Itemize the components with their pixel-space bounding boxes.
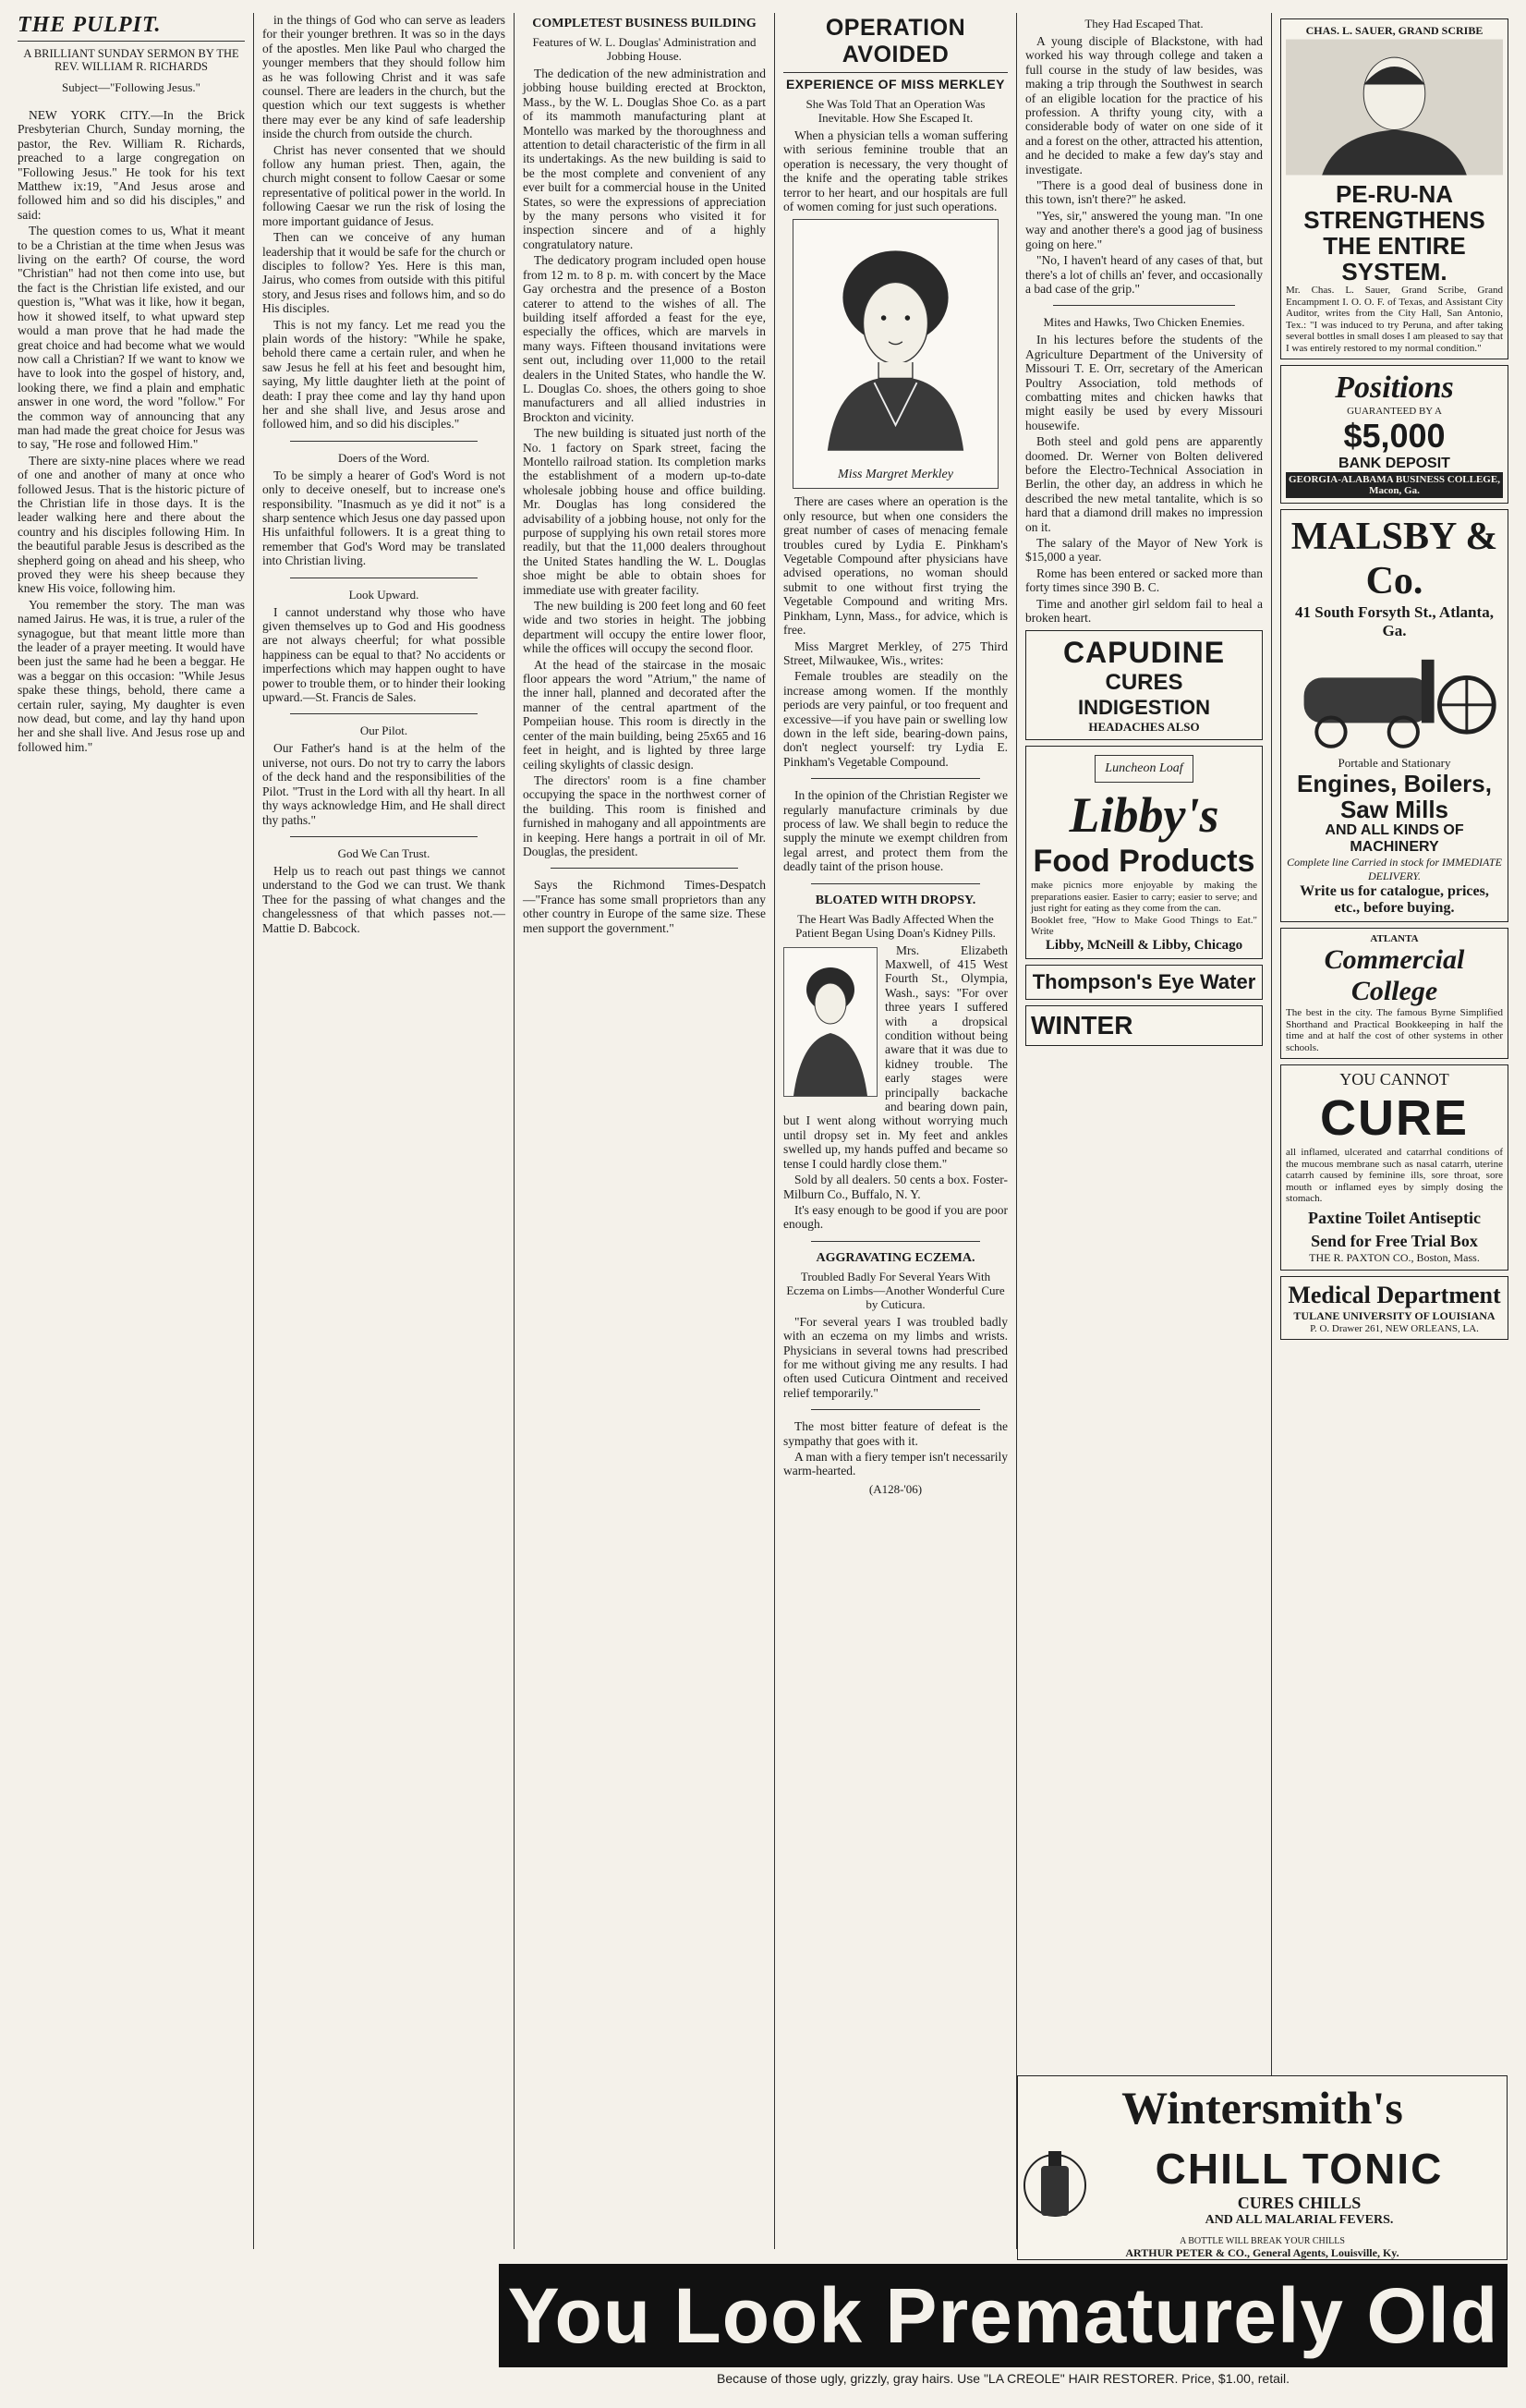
mites-paragraph: In his lectures before the students of the Agriculture Department of the University of Missouri T. E. Orr, secretary of the American Poultry Association, told methods of combatting mites and chicken hawks that might easily be used by every Missouri housewife.: [1025, 333, 1263, 432]
wintersmith-malarial: AND ALL MALARIAL FEVERS.: [1205, 2212, 1394, 2227]
pilot-paragraph: Our Father's hand is at the helm of the universe, not ours. Do not try to carry the labors of the deck hand and the responsibilities of the Pilot. "Trust in the Lord with all thy heart. In all thy ways acknowledge Him, and He shall direct thy paths.": [262, 741, 505, 827]
paxtine-product: Paxtine Toilet Antiseptic: [1307, 1208, 1481, 1227]
building-paragraph: The new building is situated just north of the No. 1 factory on Spark street, facing the Montello railroad station. Its completion marks the establishment of a modern up-to-date wholesale jobbing house and office building. Mr. Douglas has long considered the advisability of a jobbing house, not only for the purpose of supplying his own retail stores more readily, but that the 11,000 dealers throughout the United States handling the W. L. Douglas shoe might be able to obtain shoes for immediate use with greater facility.: [523, 426, 766, 597]
pulpit-column: [9, 13, 254, 2249]
time-paragraph: Time and another girl seldom fail to heal a broken heart.: [1025, 596, 1263, 626]
dropsy-heading: BLOATED WITH DROPSY.: [815, 893, 976, 907]
paxtine-cure: CURE: [1319, 1090, 1469, 1146]
positions-deposit: BANK DEPOSIT: [1338, 456, 1450, 471]
pulpit-subtitle: A BRILLIANT SUNDAY SERMON BY THE REV. WILLIAM R. RICHARDS: [23, 47, 239, 73]
sermon-paragraph: Christ has never consented that we should follow any human priest. Then, again, the church might consent to follow Caesar or some representative of political power in the world. In following Caesar we run the risk of losing the more important guidance of Jesus.: [262, 142, 505, 228]
pulpit-title: THE PULPIT.: [18, 13, 245, 42]
sermon-paragraph: Then can we conceive of any human leadership that it would be safe for the church or disciples to follow? Yes. Here is this man, Jairus, who comes from outside with this pitiful story, and Jesus rises and follows him, and so do His disciples.: [262, 230, 505, 316]
building-paragraph: The new building is 200 feet long and 60 feet wide and two stories in height. The jobbing department will occupy the entire lower floor, while the offices will occupy the second floor.: [523, 599, 766, 656]
dropsy-paragraph: Mrs. Elizabeth Maxwell, of 415 West Fourth St., Olympia, Wash., says: "For over three years I suffered with a dropsical condition without being aware that it was due to kidney trouble. The early stages were principally backache and bearing down pain, but I went along without worrying much until dropsy set in. My feet and ankles swelled up, my hands puffed and became so tense I could hardly close them.": [783, 943, 1008, 1171]
winter-ad: [1025, 1005, 1263, 1046]
divider: [811, 778, 980, 779]
commercial-title: Commercial College: [1324, 944, 1465, 1006]
wintersmith-bottle: A BOTTLE WILL BREAK YOUR CHILLS: [1180, 2236, 1345, 2246]
commercial-body: The best in the city. The famous Byrne Simplified Shorthand and Practical Bookkeeping in half the time and at half the cost of other systems in other schools.: [1286, 1007, 1503, 1053]
paxtine-cannot: YOU CANNOT: [1339, 1070, 1449, 1088]
eczema-paragraph: "For several years I was troubled badly with an eczema on my limbs and wrists. Physicians in several towns had prescribed for me without giving me any results. I had often used Cuticura Ointment and received relief temporarily.": [783, 1314, 1008, 1400]
libby-ad: [1025, 746, 1263, 959]
building-heading: COMPLETEST BUSINESS BUILDING: [532, 17, 757, 30]
sermon-continued-column: [254, 13, 515, 2249]
commercial-city: ATLANTA: [1370, 933, 1419, 944]
positions-amount: $5,000: [1343, 417, 1446, 455]
mites-heading: Mites and Hawks, Two Chicken Enemies.: [1043, 315, 1245, 330]
capudine-cures: CURES: [1105, 670, 1183, 696]
capudine-title: CAPUDINE: [1062, 636, 1226, 670]
malsby-engines: Engines, Boilers, Saw Mills: [1297, 770, 1492, 823]
escaped-paragraph: "Yes, sir," answered the young man. "In one way and another there's a good jag of business going on here.": [1025, 208, 1263, 251]
operation-avoided-column: [775, 13, 1017, 2249]
pilot-heading: Our Pilot.: [359, 724, 408, 738]
trust-heading: God We Can Trust.: [337, 845, 430, 860]
divider: [290, 441, 478, 442]
man-portrait-icon: [1286, 38, 1503, 176]
engine-illustration-icon: [1286, 640, 1503, 751]
positions-ad: [1280, 365, 1508, 504]
sauer-header: CHAS. L. SAUER, GRAND SCRIBE: [1305, 24, 1484, 37]
eczema-subheading: Troubled Badly For Several Years With Eczema on Limbs—Another Wonderful Cure by Cuticura.: [786, 1269, 1005, 1311]
sauer-text: Mr. Chas. L. Sauer, Grand Scribe, Grand Encampment I. O. O. F. of Texas, and Assistant City Auditor, writes from the City Hall, San Antonio, Tex.: "I was induced to try Peruna, and after taking several bottles in small doses I am pleased to say that I was entirely restored to my normal condition.": [1286, 285, 1503, 354]
capudine-indigestion: INDIGESTION: [1077, 696, 1210, 720]
ads-column: [1272, 13, 1517, 2249]
wintersmith-maker: ARTHUR PETER & CO., General Agents, Louisville, Ky.: [1125, 2246, 1399, 2259]
wintersmith-chill: CHILL TONIC: [1155, 2144, 1444, 2193]
divider: [811, 1241, 980, 1242]
building-paragraph: The directors' room is a fine chamber occupying the space in the northwest corner of the building. This room is finished and furnished in mahogany and all appointments are in keeping. Here hangs a portrait in oil of Mr. Douglas, the president.: [523, 772, 766, 858]
positions-guaranteed: GUARANTEED BY A: [1347, 406, 1442, 417]
capudine-headaches: HEADACHES ALSO: [1088, 720, 1200, 735]
libby-food-products: Food Products: [1033, 844, 1255, 880]
malsby-ad: [1280, 509, 1508, 922]
paxtine-body: all inflamed, ulcerated and catarrhal conditions of the mucous membrane such as nasal catarrh, uterine catarrh caused by feminine ills, sore throat, sore mouth or inflamed eyes by simply dosing the stomach.: [1286, 1147, 1503, 1204]
dropsy-paragraph: Sold by all dealers. 50 cents a box. Foster-Milburn Co., Buffalo, N. Y.: [783, 1173, 1008, 1201]
malsby-portable: Portable and Stationary: [1338, 756, 1451, 770]
business-building-column: [515, 13, 775, 2249]
register-paragraph: In the opinion of the Christian Register we regularly manufacture criminals by due process of law. We shall begin to reduce the supply the minute we exempt children from legal arrest, and protect them from the deadly taint of the prison house.: [783, 788, 1008, 874]
building-subheading: Features of W. L. Douglas' Administration and Jobbing House.: [532, 35, 757, 63]
lookup-paragraph: I cannot understand why those who have given themselves up to God and His goodness are not always cheerful; for what possible happiness can be equal to that? No accidents or imperfections which may happen ought to have power to trouble them, or to hinder their looking upward.—St. Francis de Sales.: [262, 604, 505, 705]
wintersmith-cures: CURES CHILLS: [1237, 2193, 1362, 2212]
paxtine-send: Send for Free Trial Box: [1311, 1231, 1478, 1250]
building-paragraph: At the head of the staircase in the mosaic floor appears the word "Atrium," the name of the inner hall, planned and decorated after the manner of the central apartment of the Pompeiian house. This room is directly in the center of the main building, being 25x65 and 16 feet in height, and is lighted by three large ceiling skylights of classic design.: [523, 657, 766, 772]
building-paragraph: The dedicatory program included open house from 12 m. to 8 p. m. with concert by the Mace Gay orchestra and the presence of a Boston caterer to attend to the wishes of all. The building itself afforded a feast for the eye, especially the offices, which are marvels in many ways. Fifteen thousand invitations were sent out, including over 11,000 to the retail dealers in the United States, who handle the W. L. Douglas Co. shoes, the others going to shoe manufacturers and all allied industries in Brockton and vicinity.: [523, 253, 766, 424]
divider: [811, 883, 980, 884]
rome-paragraph: Rome has been entered or sacked more than forty times since 390 B. C.: [1025, 566, 1263, 595]
libby-booklet: Booklet free, "How to Make Good Things to Eat." Write: [1031, 914, 1257, 938]
operation-intro: When a physician tells a woman suffering with serious feminine trouble that an operation is necessary, the very thought of the knife and the operating table strikes terror to her heart, and our hospitals are full of women coming for just such operations.: [783, 128, 1008, 214]
positions-title: Positions: [1335, 371, 1454, 405]
pulpit-paragraph: The question comes to us, What it meant to be a Christian at the time when Jesus was living on the earth? Of course, the word "Christian" had not then come into use, but the fact is the Christian life existed, and our question is, "What was it like, how it began, how it showed itself, to what upward step would a man prove that he had made the great choice and had become what we would now call a Christian? If we want to know we have to look into the gospel of history, and, looking there, we find a plain and emphatic answer in one word, the word "follow." For the common way of announcing that any man had made the great choice for Jesus was to say, "He rose and followed Him.": [18, 224, 245, 452]
eczema-paragraph: A man with a fiery temper isn't necessarily warm-hearted.: [783, 1449, 1008, 1478]
pulpit-subject: Subject—"Following Jesus.": [61, 80, 200, 94]
divider: [290, 836, 478, 837]
eczema-paragraph: The most bitter feature of defeat is the sympathy that goes with it.: [783, 1419, 1008, 1448]
medical-department-ad: [1280, 1276, 1508, 1340]
ad-code: (A128-'06): [868, 1481, 923, 1496]
thompson-title: Thompson's Eye Water: [1032, 969, 1256, 993]
operation-title: OPERATION AVOIDED: [783, 15, 1008, 73]
operation-subtitle: EXPERIENCE OF MISS MERKLEY: [785, 77, 1006, 91]
divider: [1053, 305, 1235, 306]
operation-paragraph: Female troubles are steadily on the increase among women. If the monthly periods are very painful, or too frequent and excessive—if you have pain or swelling low down in the left side, bearing-down pains, don't neglect yourself: try Lydia E. Pinkham's Vegetable Compound.: [783, 669, 1008, 769]
lookup-heading: Look Upward.: [348, 587, 419, 602]
sermon-paragraph: This is not my fancy. Let me read you the plain words of the history: "While he spake, behold there came a certain ruler, and when he saw Jesus he fell at his feet and besought him, saying, My little daughter lieth at the point of death: I pray thee come and lay thy hand upon her and she shall live, and Jesus arose and followed him, and so did his disciples.": [262, 317, 505, 432]
la-creole-line: Because of those ugly, grizzly, gray hairs. Use "LA CREOLE" HAIR RESTORER. Price, $1.00, retail.: [717, 2371, 1290, 2386]
libby-maker: Libby, McNeill & Libby, Chicago: [1045, 937, 1243, 953]
thompson-ad: [1025, 965, 1263, 1000]
escaped-paragraph: "No, I haven't heard of any cases of that, but there's a lot of chills an' fever, and occasionally a bad case of the grip.": [1025, 253, 1263, 296]
portrait-caption: Miss Margret Merkley: [838, 468, 953, 482]
trust-paragraph: Help us to reach out past things we cannot understand to the God we can trust. We thank Thee for the passing of what changes and the changelessness of that which passes not.—Mattie D. Babcock.: [262, 863, 505, 935]
capudine-ad: [1025, 630, 1263, 740]
pulpit-paragraph: NEW YORK CITY.—In the Brick Presbyterian Church, Sunday morning, the pastor, the Rev. William R. Richards, preached to a large congregation on "Following Jesus." He took for his text Matthew ix:19, "And Jesus arose and followed him and so did his disciples," and said:: [18, 108, 245, 222]
times-despatch-paragraph: Says the Richmond Times-Despatch —"France has some small proprietors than any other country in Europe of the same size. These men support the government.": [523, 878, 766, 935]
libby-body: make picnics more enjoyable by making the preparations easier. Easier to carry; easier to serve; and just right for eating as they come from the can.: [1031, 880, 1257, 915]
eczema-heading: AGGRAVATING ECZEMA.: [816, 1250, 975, 1265]
pens-paragraph: Both steel and gold pens are apparently doomed. Dr. Werner von Bolten delivered before the Electro-Technical Association in Berlin, the other day, an address in which he described the new metal tantalite, which is so hard that a diamond drill makes no impression on it.: [1025, 434, 1263, 534]
peruna-ad: [1280, 18, 1508, 359]
peruna-headline: PE-RU-NA STRENGTHENS THE ENTIRE SYSTEM.: [1303, 180, 1485, 286]
operation-tagline: She Was Told That an Operation Was Inevitable. How She Escaped It.: [805, 97, 986, 125]
malsby-address: 41 South Forsyth St., Atlanta, Ga.: [1295, 603, 1494, 639]
pulpit-paragraph: There are sixty-nine places where we read of one and another of many at once who followed Jesus. That is the historic picture of the Christian life in those days. It is the leader walking here and there about the country and his disciples following Him. In the beautiful parable Jesus is described as the shepherd going on ahead and his sheep, who proved they were his sheep because they knew His voice, following him.: [18, 453, 245, 596]
bottle-icon: [1023, 2134, 1087, 2236]
luncheon-loaf-label: Luncheon Loaf: [1095, 755, 1193, 783]
prematurely-old-banner: You Look Prematurely Old: [499, 2264, 1508, 2367]
positions-college: GEORGIA-ALABAMA BUSINESS COLLEGE, Macon, Ga.: [1286, 472, 1503, 498]
escaped-heading: They Had Escaped That.: [1084, 17, 1204, 30]
paxtine-maker: THE R. PAXTON CO., Boston, Mass.: [1309, 1250, 1480, 1264]
wintersmith-title: Wintersmith's: [1121, 2082, 1403, 2134]
column-layout: [9, 13, 1517, 2249]
dropsy-paragraph: It's easy enough to be good if you are poor enough.: [783, 1202, 1008, 1232]
wintersmith-ad: [1017, 2075, 1508, 2260]
building-paragraph: The dedication of the new administration and jobbing house building erected at Brockton, Mass., by the W. L. Douglas Shoe Co. as a part of its mammoth manufacturing plant at Montello was marked by the thoroughness and attention to detail characteristic of the firm in all its undertakings. As the new building is said to be the most complete and convenient of any ever built for a commercial house in the United States, so were the expressions of appreciation by the many persons who visited it for inspection sincere and of a highly congratulatory nature.: [523, 67, 766, 251]
commercial-college-ad: [1280, 928, 1508, 1059]
doers-heading: Doers of the Word.: [337, 450, 430, 465]
divider: [551, 868, 738, 869]
libby-title: Libby's: [1069, 787, 1219, 844]
sermon-paragraph: in the things of God who can serve as leaders for their younger brethren. It was so in the days of the apostles. Men like Paul who charged the younger members that they should follow him as he was following Christ and it was safe counsel. There are leaders in the church, but the question which our text suggests is whether there may ever be any kind of safe leadership inside the church from outside the church.: [262, 13, 505, 141]
escaped-paragraph: "There is a good deal of business done in this town, isn't there?" he asked.: [1025, 178, 1263, 207]
paxtine-ad: [1280, 1064, 1508, 1271]
medical-address: P. O. Drawer 261, NEW ORLEANS, LA.: [1310, 1322, 1479, 1334]
maxwell-portrait: [783, 947, 878, 1097]
medical-title: Medical Department: [1288, 1281, 1501, 1308]
pulpit-paragraph: You remember the story. The man was named Jairus. He was, it is true, a ruler of the synagogue, but that meant little more than the leader of a prayer meeting. It would have been just the same had he been a beggar. He was a beggar on this occasion: "While Jesus spake these things, behold, there came a certain ruler, saying, My daughter is even now dead, but come, and lay thy hand upon her and she shall live. And Jesus rose up and followed him.": [18, 597, 245, 754]
dropsy-subheading: The Heart Was Badly Affected When the Patient Began Using Doan's Kidney Pills.: [795, 911, 996, 940]
woman-portrait-icon: [784, 948, 877, 1096]
salary-paragraph: The salary of the Mayor of New York is $15,000 a year.: [1025, 536, 1263, 565]
woman-portrait-icon: [793, 220, 998, 460]
merkley-portrait: [793, 219, 999, 489]
medical-sub: TULANE UNIVERSITY OF LOUISIANA: [1293, 1308, 1496, 1322]
malsby-title: MALSBY & Co.: [1290, 516, 1498, 602]
escaped-column: [1017, 13, 1272, 2249]
malsby-write: Write us for catalogue, prices, etc., before buying.: [1300, 883, 1489, 916]
operation-paragraph: Miss Margret Merkley, of 275 Third Street, Milwaukee, Wis., writes:: [783, 638, 1008, 667]
malsby-machinery: AND ALL KINDS OF MACHINERY: [1325, 822, 1464, 855]
escaped-paragraph: A young disciple of Blackstone, with had worked his way through college and taken a full course in the study of law besides, was making a trip through the Southwest in search of an eligible location for the practice of his profession. A thrifty young city, with a considerable body of water on one side of it and a forest on the other, attracted his attention, and he decided to make a few day's stay and investigate.: [1025, 34, 1263, 176]
winter-title: WINTER: [1031, 1010, 1133, 1040]
divider: [290, 713, 478, 714]
divider: [811, 1409, 980, 1410]
operation-paragraph: There are cases where an operation is the only resource, but when one considers the great number of cases of menacing female troubles cured by Lydia E. Pinkham's Vegetable Compound after physicians have advised operations, no woman should submit to one without first trying the Vegetable Compound and writing Mrs. Pinkham, Lynn, Mass., for advice, which is free.: [783, 494, 1008, 638]
malsby-stock: Complete line Carried in stock for IMMEDIATE DELIVERY.: [1287, 856, 1502, 882]
doers-paragraph: To be simply a hearer of God's Word is not only to deceive oneself, but to increase one's responsibility. "Inasmuch as ye did it not" is a sharp sentence which Jesus one day passed upon His unfaithful followers. It is a great thing to remember that God's Word may be translated into Christian living.: [262, 468, 505, 568]
